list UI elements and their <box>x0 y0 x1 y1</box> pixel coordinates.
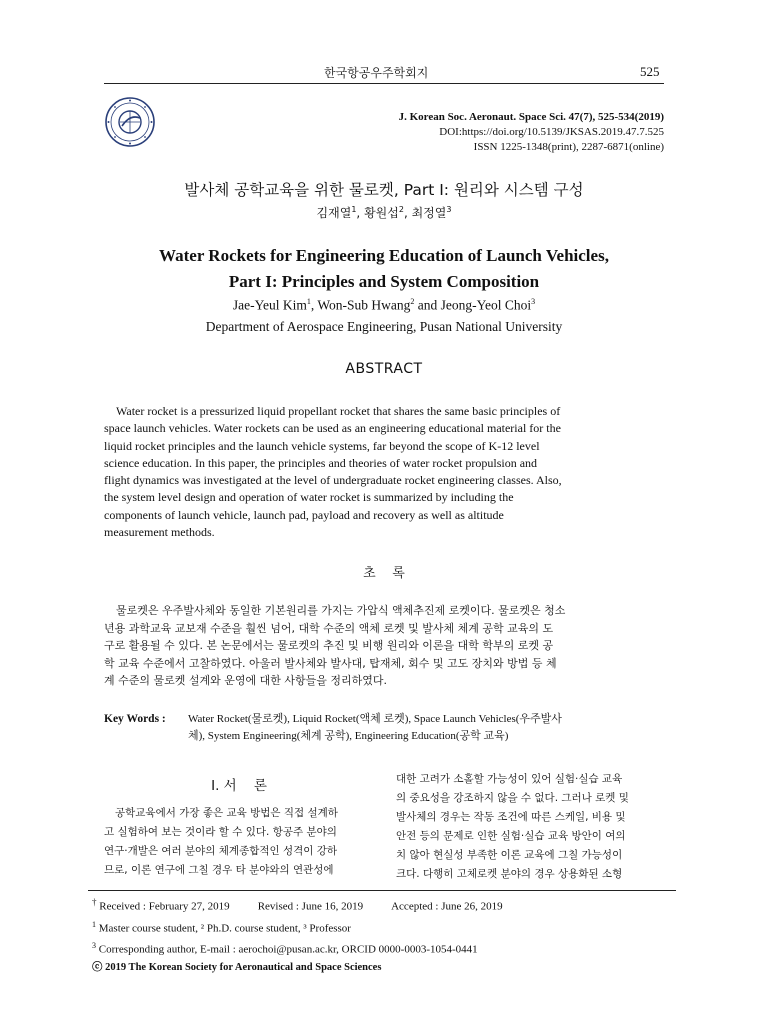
revised-date: Revised : June 16, 2019 <box>257 900 364 913</box>
english-title-line-1: Water Rockets for Engineering Education of Launch Vehicles, <box>159 246 609 265</box>
korean-authors: 김재열$^1$, 황원섭$^2$, 최정열$^3$ <box>316 205 452 220</box>
abstract-line: flight dynamics was investigated at the level of undergraduate rocket engineering classes. Also, <box>104 473 562 488</box>
section-1-heading: Ⅰ. 서 론 <box>211 778 267 794</box>
english-authors-and: and <box>417 297 438 313</box>
citation-issn: ISSN 1225-1348(print), 2287-6871(online) <box>473 141 664 153</box>
footnote-corresponding <box>92 937 682 959</box>
citation-block <box>399 110 664 155</box>
footnote-dates <box>92 894 682 916</box>
abstract-heading: ABSTRACT <box>345 361 423 377</box>
citation-journal: J. Korean Soc. Aeronaut. Space Sci. 47(7), 525-534(2019) <box>398 111 664 123</box>
abstract-lines <box>104 403 664 541</box>
section-1-right-line: 발사체의 경우는 작동 조건에 따른 스케일, 비용 및 <box>396 811 626 823</box>
received-symbol: † <box>92 897 97 907</box>
section-1-left-column <box>104 804 376 880</box>
section-1-left-line: 므로, 이론 연구에 그칠 경우 타 분야와의 연관성에 <box>104 864 334 876</box>
korean-author-2: 황원섭 <box>364 206 399 220</box>
abstract-line: Water rocket is a pressurized liquid propellant rocket that shares the same basic principles of <box>116 404 561 418</box>
section-1-left-line: 고 실험하여 보는 것이라 할 수 있다. 항공주 분야의 <box>104 826 337 838</box>
korean-author-3: 최정열 <box>411 206 447 220</box>
received-date: Received : February 27, 2019 <box>99 900 230 913</box>
english-author-2: Won-Sub Hwang <box>317 297 411 313</box>
english-authors: Jae-Yeul Kim$^1$, Won-Sub Hwang$^2$ and Jeong-Yeol Choi$^3$ <box>232 297 536 313</box>
copyright: ⓒ 2019 The Korean Society for Aeronautical and Space Sciences <box>92 961 382 973</box>
korean-author-3-sup: 3 <box>446 205 452 214</box>
roles-sup: 1 <box>92 919 96 929</box>
abstract-line: components of launch vehicle, launch pad, payload and recovery as well as altitude <box>104 507 504 522</box>
section-1-left-line: 연구·개발은 여러 분야의 체계종합적인 성격이 강하 <box>104 845 338 857</box>
english-author-2-sup: 2 <box>410 297 415 306</box>
corresponding-sup: 3 <box>92 941 96 951</box>
affiliation: Department of Aerospace Engineering, Pusan National University <box>205 319 563 334</box>
english-author-3: Jeong-Yeol Choi <box>440 297 532 313</box>
section-1-right-line: 대한 고려가 소홀할 가능성이 있어 실험·실습 교육 <box>396 773 623 785</box>
korean-abstract-line: 물로켓은 우주발사체와 동일한 기본원리를 가지는 가압식 액체추진제 로켓이다. 물로켓은 청소 <box>116 604 566 617</box>
keywords <box>104 710 684 745</box>
abstract-body <box>104 403 664 541</box>
citation-doi: DOI:https://doi.org/10.5139/JKSAS.2019.47.7.525 <box>439 126 664 138</box>
english-author-3-sup: 3 <box>531 297 536 306</box>
abstract-line: the system level design and operation of water rocket is summarized by including the <box>104 490 514 505</box>
english-author-1-sup: 1 <box>306 297 311 306</box>
korean-author-1: 김재열 <box>316 206 352 220</box>
roles-text: Master course student, ² Ph.D. course student, ³ Professor <box>98 922 351 935</box>
abstract-line: space launch vehicles. Water rockets can be used as an engineering educational material for the <box>104 421 561 436</box>
section-1-right-line: 크다. 다행히 고체로켓 분야의 경우 상용화된 소형 <box>396 868 623 880</box>
section-1-right-line: 안전 등의 문제로 인한 실험·실습 교육 방안이 여의 <box>396 830 626 842</box>
footnotes <box>92 894 682 976</box>
korean-author-1-sup: 1 <box>351 205 357 214</box>
society-logo <box>104 96 156 148</box>
korean-abstract-line: 년용 과학교육 교보재 수준을 훨씬 넘어, 대학 수준의 액체 로켓 및 발사체 체계 공학 교육의 도 <box>104 621 554 635</box>
korean-author-2-sup: 2 <box>398 205 404 214</box>
korean-title: 발사체 공학교육을 위한 물로켓, Part I: 원리와 시스템 구성 <box>184 181 584 199</box>
korean-abstract-line: 계 수준의 물로켓 설계와 운영에 대한 사항들을 정리하였다. <box>104 674 387 687</box>
running-header-journal: 한국항공우주학회지 <box>324 66 429 80</box>
keywords-label: Key Words : <box>104 713 166 725</box>
keywords-line-1: Water Rocket(물로켓), Liquid Rocket(액체 로켓), Space Launch Vehicles(우주발사 <box>188 713 562 725</box>
header-rule <box>104 83 664 84</box>
english-title-line-2: Part I: Principles and System Composition <box>228 272 540 291</box>
section-1-left-line: 공학교육에서 가장 좋은 교육 방법은 직접 설계하 <box>115 807 338 819</box>
english-author-1: Jae-Yeul Kim <box>232 297 307 313</box>
section-1-right-column <box>396 770 668 884</box>
keywords-line-2: 체), System Engineering(체계 공학), Engineering Education(공학 교육) <box>188 730 509 742</box>
english-title <box>0 243 768 295</box>
abstract-line: liquid rocket principles and the launch vehicle systems, far beyond the scope of K-12 level <box>104 438 540 453</box>
footnote-roles <box>92 916 682 938</box>
footnote-rule <box>88 890 676 891</box>
korean-abstract-line: 구로 활용될 수 있다. 본 논문에서는 물로켓의 추진 및 비행 원리와 이론을 대학 학부의 로켓 공 <box>104 639 554 652</box>
korean-abstract-line: 학 교육 수준에서 고찰하였다. 아울러 발사체와 발사대, 탑재체, 회수 및 고도 장치와 방법 등 체 <box>104 656 557 670</box>
korean-abstract-body <box>104 602 664 690</box>
abstract-line: measurement methods. <box>104 525 215 540</box>
section-1-right-line: 의 중요성을 강조하지 않을 수 없다. 그러나 로켓 및 <box>396 792 629 804</box>
accepted-date: Accepted : June 26, 2019 <box>391 900 503 913</box>
section-1-right-line: 치 않아 현실성 부족한 이론 교육에 그칠 가능성이 <box>396 849 623 861</box>
corresponding-text: Corresponding author, E-mail : aerochoi@pusan.ac.kr, ORCID 0000-0003-1054-0441 <box>98 943 478 956</box>
page-number: 525 <box>640 64 660 79</box>
korean-abstract-heading: 초 록 <box>363 566 405 581</box>
abstract-line: science education. In this paper, the principles and theories of water rocket propulsion and <box>104 455 538 470</box>
